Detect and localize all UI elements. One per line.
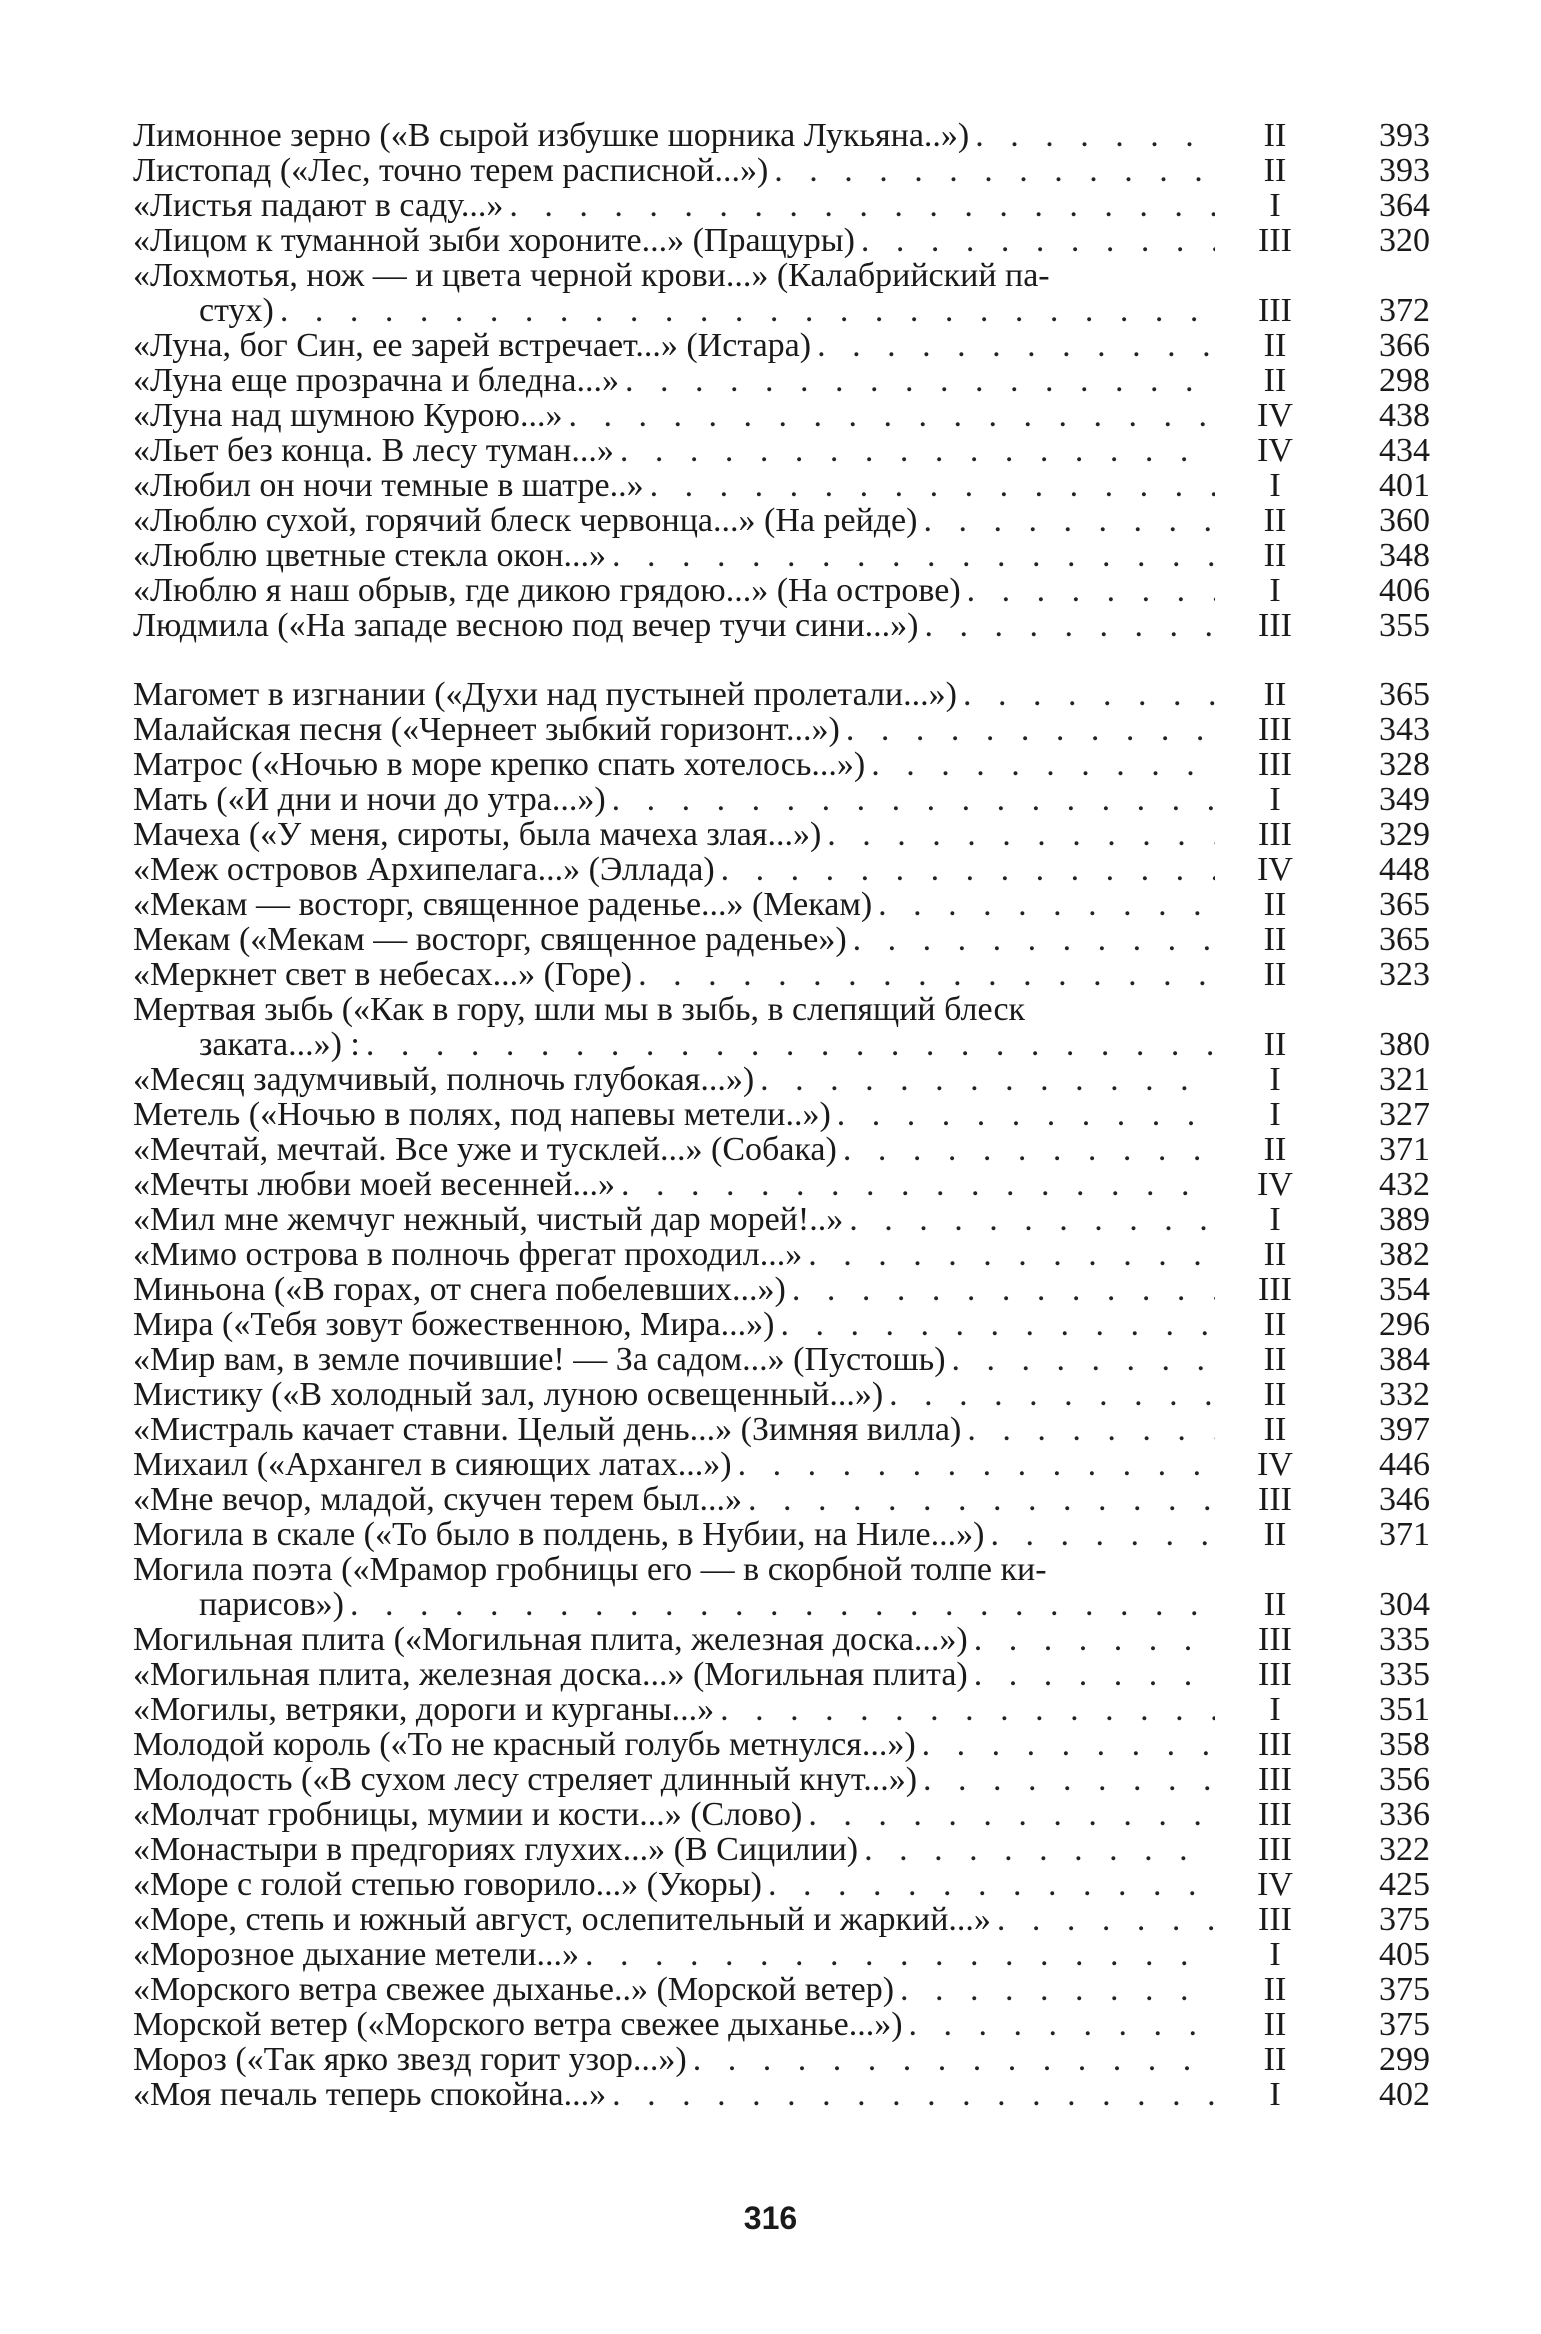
entry-page: 335 (1379, 1656, 1430, 1693)
entry-volume: II (1263, 1411, 1287, 1448)
entry-volume: II (1263, 1341, 1287, 1378)
leader-dots (786, 1272, 1215, 1307)
index-entry (133, 258, 1430, 328)
index-entry (133, 677, 1430, 712)
entry-title: Миньона («В горах, от снега побелевших...») (133, 1272, 786, 1307)
entry-page: 327 (1379, 1096, 1430, 1133)
index-entry (133, 1552, 1430, 1622)
leader-dots (961, 573, 1215, 608)
index-entry (133, 782, 1430, 817)
entry-title: Листопад («Лес, точно терем расписной...») (133, 153, 769, 188)
entry-volume: II (1263, 1131, 1287, 1168)
entry-page: 446 (1379, 1446, 1430, 1483)
leader-dots (606, 782, 1215, 817)
entry-title: «Мекам — восторг, священное раденье...» (Мекам) (133, 887, 873, 922)
entry-page: 389 (1379, 1201, 1430, 1238)
entry-title: «Морского ветра свежее дыханье..» (Морской ветер) (133, 1972, 895, 2007)
entry-title: Матрос («Ночью в море крепко спать хотелось...») (133, 747, 866, 782)
leader-dots (732, 1447, 1215, 1482)
entry-page: 329 (1379, 816, 1430, 853)
entry-title: «Монастыри в предгориях глухих...» (В Сицилии) (133, 1832, 859, 1867)
entry-title: Метель («Ночью в полях, под напевы метели..») (133, 1097, 831, 1132)
entry-volume: II (1263, 152, 1287, 189)
leader-dots (821, 817, 1215, 852)
index-entry (133, 2042, 1430, 2077)
entry-title: Магомет в изгнании («Духи над пустыней пролетали...») (133, 677, 957, 712)
leader-dots (837, 1132, 1215, 1167)
entry-page: 358 (1379, 1726, 1430, 1763)
leader-dots (632, 957, 1215, 992)
leader-dots (855, 223, 1215, 258)
entry-page: 375 (1379, 1901, 1430, 1938)
leader-dots (615, 1167, 1215, 1202)
leader-dots (968, 1657, 1215, 1692)
entry-title-line1: Могила поэта («Мрамор гробницы его — в скорбной толпе ки- (133, 1551, 1047, 1588)
leader-dots (865, 747, 1215, 782)
entry-title: Мистику («В холодный зал, луною освещенный...») (133, 1377, 884, 1412)
entry-title: «Мир вам, в земле почившие! — За садом...» (Пустошь) (133, 1342, 946, 1377)
index-entry (133, 328, 1430, 363)
entry-volume: I (1269, 467, 1281, 504)
entry-volume: III (1258, 1831, 1292, 1868)
entry-volume: III (1258, 607, 1292, 644)
entry-title: «Море с голой степью говорило...» (Укоры) (133, 1867, 762, 1902)
leader-dots (917, 503, 1215, 538)
index-entry (133, 1867, 1430, 1902)
entry-volume: II (1263, 956, 1287, 993)
leader-dots (768, 153, 1215, 188)
entry-title: «Месяц задумчивый, полночь глубокая...») (133, 1062, 755, 1097)
entry-page: 343 (1379, 711, 1430, 748)
page-number: 316 (743, 2200, 798, 2236)
leader-dots (903, 2007, 1215, 2042)
leader-dots (687, 2042, 1215, 2077)
entry-title: «Мистраль качает ставни. Целый день...» (Зимняя вилла) (133, 1412, 962, 1447)
leader-dots (802, 1797, 1215, 1832)
leader-dots (619, 363, 1215, 398)
entry-volume: III (1258, 1621, 1292, 1658)
entry-page: 371 (1379, 1131, 1430, 1168)
index-entry (133, 1797, 1430, 1832)
index-entry (133, 153, 1430, 188)
leader-dots (917, 1762, 1215, 1797)
index-entry (133, 1377, 1430, 1412)
index-entry (133, 1657, 1430, 1692)
entry-title: «Мечты любви моей весенней...» (133, 1167, 616, 1202)
entry-title: «Море, степь и южный август, ослепительный и жаркий...» (133, 1902, 991, 1937)
index-entry (133, 922, 1430, 957)
entry-page: 351 (1379, 1691, 1430, 1728)
leader-dots (503, 188, 1215, 223)
leader-dots (957, 677, 1215, 712)
entry-title: Михаил («Архангел в сияющих латах...») (133, 1447, 732, 1482)
entry-title: Морской ветер («Морского ветра свежее дыханье...») (133, 2007, 903, 2042)
entry-title: «Молчат гробницы, мумии и кости...» (Слово) (133, 1797, 803, 1832)
entry-volume: II (1263, 1376, 1287, 1413)
index-entry (133, 1237, 1430, 1272)
entry-page: 296 (1379, 1306, 1430, 1343)
entry-page: 348 (1379, 537, 1430, 574)
entry-title: Мачеха («У меня, сироты, была мачеха злая...») (133, 817, 822, 852)
leader-dots (969, 118, 1215, 153)
entry-volume: III (1258, 1726, 1292, 1763)
index-entry (133, 817, 1430, 852)
entry-title: «Луна, бог Син, ее зарей встречает...» (Истара) (133, 328, 812, 363)
index-entry (133, 1762, 1430, 1797)
entry-page: 322 (1379, 1831, 1430, 1868)
entry-page: 320 (1379, 222, 1430, 259)
index-entry (133, 2007, 1430, 2042)
entry-volume: IV (1257, 1166, 1293, 1203)
entry-volume: I (1269, 781, 1281, 818)
leader-dots (894, 1972, 1215, 2007)
index-page (133, 118, 1430, 2112)
entry-page: 365 (1379, 921, 1430, 958)
entry-title: «Луна над шумною Курою...» (133, 398, 563, 433)
leader-dots (961, 1412, 1215, 1447)
entry-title: «Люблю я наш обрыв, где дикою грядою...» (На острове) (133, 573, 961, 608)
leader-dots (714, 1692, 1215, 1727)
entry-page: 438 (1379, 397, 1430, 434)
leader-dots (840, 712, 1215, 747)
index-entry (133, 1202, 1430, 1237)
entry-page: 384 (1379, 1341, 1430, 1378)
entry-page: 397 (1379, 1411, 1430, 1448)
entry-page: 365 (1379, 886, 1430, 923)
index-entry (133, 573, 1430, 608)
leader-dots (606, 538, 1215, 573)
entry-volume: III (1258, 222, 1292, 259)
entry-title: «Любил он ночи темные в шатре..» (133, 468, 644, 503)
entry-page: 355 (1379, 607, 1430, 644)
entry-page: 402 (1379, 2076, 1430, 2113)
index-entry (133, 363, 1430, 398)
entry-title-line2: парисов») (199, 1587, 344, 1622)
entry-title: Молодость («В сухом лесу стреляет длинный кнут...») (133, 1762, 918, 1797)
index-entry (133, 1167, 1430, 1202)
leader-dots (946, 1342, 1215, 1377)
entry-title: «Льет без конца. В лесу туман...» (133, 433, 614, 468)
index-entry (133, 503, 1430, 538)
entry-page: 393 (1379, 152, 1430, 189)
index-entry (133, 1062, 1430, 1097)
entry-title: «Меркнет свет в небесах...» (Горе) (133, 957, 633, 992)
entry-title-line2: стух) (199, 293, 274, 328)
entry-page: 393 (1379, 117, 1430, 154)
leader-dots (606, 2077, 1215, 2112)
entry-volume: I (1269, 1061, 1281, 1098)
entry-title: Могила в скале («То было в полдень, в Нубии, на Ниле...») (133, 1517, 985, 1552)
index-entry (133, 1412, 1430, 1447)
entry-page: 366 (1379, 327, 1430, 364)
entry-title: «Мимо острова в полночь фрегат проходил...» (133, 1237, 803, 1272)
entry-volume: II (1263, 362, 1287, 399)
entry-volume: I (1269, 187, 1281, 224)
index-entry (133, 1272, 1430, 1307)
index-entry (133, 1482, 1430, 1517)
entry-volume: III (1258, 816, 1292, 853)
leader-dots (968, 1622, 1215, 1657)
entry-title: Мать («И дни и ночи до утра...») (133, 782, 606, 817)
entry-volume: II (1263, 1026, 1287, 1063)
leader-dots (762, 1867, 1215, 1902)
entry-title: «Мил мне жемчуг нежный, чистый дар морей!..» (133, 1202, 844, 1237)
entry-title: «Моя печаль теперь спокойна...» (133, 2077, 607, 2112)
index-entry (133, 1097, 1430, 1132)
entry-title: Мира («Тебя зовут божественною, Мира...») (133, 1307, 775, 1342)
entry-volume: IV (1257, 1446, 1293, 1483)
index-entry (133, 1902, 1430, 1937)
entry-volume: I (1269, 572, 1281, 609)
entry-volume: III (1258, 1271, 1292, 1308)
entry-volume: III (1258, 1761, 1292, 1798)
entry-page: 380 (1379, 1026, 1430, 1063)
entry-page: 332 (1379, 1376, 1430, 1413)
entry-page: 356 (1379, 1761, 1430, 1798)
index-entry (133, 852, 1430, 887)
leader-dots (754, 1062, 1215, 1097)
leader-dots (872, 887, 1215, 922)
entry-page: 349 (1379, 781, 1430, 818)
leader-dots (360, 1027, 1215, 1062)
entry-page: 298 (1379, 362, 1430, 399)
index-section-l (133, 118, 1430, 643)
entry-title: Людмила («На западе весною под вечер тучи сини...») (133, 608, 919, 643)
entry-page: 371 (1379, 1516, 1430, 1553)
entry-title: «Морозное дыхание метели...» (133, 1937, 580, 1972)
leader-dots (991, 1902, 1215, 1937)
entry-page: 448 (1379, 851, 1430, 888)
index-entry (133, 1692, 1430, 1727)
index-entry (133, 2077, 1430, 2112)
index-entry (133, 188, 1430, 223)
entry-volume: II (1263, 502, 1287, 539)
entry-page: 375 (1379, 2006, 1430, 2043)
index-entry (133, 1447, 1430, 1482)
index-entry (133, 118, 1430, 153)
leader-dots (802, 1237, 1215, 1272)
entry-volume: I (1269, 1096, 1281, 1133)
entry-volume: IV (1257, 397, 1293, 434)
entry-title: «Мне вечор, младой, скучен терем был...» (133, 1482, 742, 1517)
entry-title: Мороз («Так ярко звезд горит узор...») (133, 2042, 687, 2077)
entry-page: 321 (1379, 1061, 1430, 1098)
index-entry (133, 957, 1430, 992)
entry-title: Могильная плита («Могильная плита, железная доска...») (133, 1622, 968, 1657)
entry-volume: III (1258, 711, 1292, 748)
entry-page: 354 (1379, 1271, 1430, 1308)
leader-dots (614, 433, 1215, 468)
entry-volume: II (1263, 886, 1287, 923)
entry-volume: I (1269, 1201, 1281, 1238)
entry-title-line1: Мертвая зыбь («Как в гору, шли мы в зыбь, в слепящий блеск (133, 991, 1026, 1028)
leader-dots (774, 1307, 1215, 1342)
entry-page: 406 (1379, 572, 1430, 609)
entry-volume: III (1258, 746, 1292, 783)
index-entry (133, 992, 1430, 1062)
entry-volume: II (1263, 2041, 1287, 2078)
entry-volume: II (1263, 2006, 1287, 2043)
index-entry (133, 712, 1430, 747)
entry-page: 425 (1379, 1866, 1430, 1903)
entry-volume: IV (1257, 432, 1293, 469)
index-entry (133, 1342, 1430, 1377)
entry-page: 304 (1379, 1586, 1430, 1623)
entry-page: 336 (1379, 1796, 1430, 1833)
entry-volume: IV (1257, 1866, 1293, 1903)
entry-page: 375 (1379, 1971, 1430, 2008)
entry-page: 405 (1379, 1936, 1430, 1973)
entry-volume: III (1258, 292, 1292, 329)
entry-volume: II (1263, 117, 1287, 154)
index-entry (133, 468, 1430, 503)
leader-dots (742, 1482, 1215, 1517)
entry-title: «Лицом к туманной зыби хороните...» (Пращуры) (133, 223, 855, 258)
entry-page: 323 (1379, 956, 1430, 993)
leader-dots (843, 1202, 1215, 1237)
entry-volume: II (1263, 1236, 1287, 1273)
leader-dots (644, 468, 1215, 503)
index-entry (133, 1937, 1430, 1972)
entry-volume: I (1269, 1691, 1281, 1728)
entry-title: Мекам («Мекам — восторг, священное раденье») (133, 922, 847, 957)
entry-title: «Могильная плита, железная доска...» (Могильная плита) (133, 1657, 968, 1692)
leader-dots (919, 608, 1215, 643)
index-entry (133, 1832, 1430, 1867)
entry-page: 365 (1379, 676, 1430, 713)
entry-volume: IV (1257, 851, 1293, 888)
entry-title-line1: «Лохмотья, нож — и цвета черной крови...» (Калабрийский па- (133, 257, 1050, 294)
index-entry (133, 223, 1430, 258)
leader-dots (344, 1587, 1215, 1622)
leader-dots (715, 852, 1215, 887)
index-entry (133, 433, 1430, 468)
entry-volume: II (1263, 1586, 1287, 1623)
index-entry (133, 887, 1430, 922)
index-section-m (133, 677, 1430, 2112)
entry-page: 328 (1379, 746, 1430, 783)
entry-title: «Люблю сухой, горячий блеск червонца...» (На рейде) (133, 503, 918, 538)
entry-page: 364 (1379, 187, 1430, 224)
leader-dots (916, 1727, 1215, 1762)
entry-page: 372 (1379, 292, 1430, 329)
leader-dots (579, 1937, 1215, 1972)
entry-volume: I (1269, 1936, 1281, 1973)
entry-page: 299 (1379, 2041, 1430, 2078)
entry-page: 432 (1379, 1166, 1430, 1203)
entry-volume: III (1258, 1901, 1292, 1938)
entry-title: Малайская песня («Чернеет зыбкий горизонт...») (133, 712, 840, 747)
entry-volume: III (1258, 1796, 1292, 1833)
entry-volume: II (1263, 1971, 1287, 2008)
index-entry (133, 538, 1430, 573)
entry-page: 382 (1379, 1236, 1430, 1273)
entry-volume: II (1263, 921, 1287, 958)
leader-dots (984, 1517, 1215, 1552)
entry-title: Молодой король («То не красный голубь метнулся...») (133, 1727, 916, 1762)
entry-title: «Листья падают в саду...» (133, 188, 504, 223)
entry-title: «Меж островов Архипелага...» (Эллада) (133, 852, 715, 887)
entry-title: Лимонное зерно («В сырой избушке шорника Лукьяна..») (133, 118, 970, 153)
entry-volume: III (1258, 1481, 1292, 1518)
leader-dots (811, 328, 1215, 363)
index-entry (133, 1517, 1430, 1552)
index-entry (133, 747, 1430, 782)
entry-volume: II (1263, 1516, 1287, 1553)
entry-page: 401 (1379, 467, 1430, 504)
leader-dots (847, 922, 1215, 957)
leader-dots (883, 1377, 1215, 1412)
entry-page: 360 (1379, 502, 1430, 539)
entry-title: «Могилы, ветряки, дороги и курганы...» (133, 1692, 715, 1727)
entry-page: 335 (1379, 1621, 1430, 1658)
entry-title: «Мечтай, мечтай. Все уже и тусклей...» (Собака) (133, 1132, 837, 1167)
entry-title: «Люблю цветные стекла окон...» (133, 538, 607, 573)
index-entry (133, 608, 1430, 643)
entry-title: «Луна еще прозрачна и бледна...» (133, 363, 619, 398)
entry-page: 434 (1379, 432, 1430, 469)
entry-volume: II (1263, 537, 1287, 574)
leader-dots (274, 293, 1215, 328)
leader-dots (562, 398, 1215, 433)
entry-volume: I (1269, 2076, 1281, 2113)
entry-volume: III (1258, 1656, 1292, 1693)
index-entry (133, 1972, 1430, 2007)
entry-volume: II (1263, 327, 1287, 364)
entry-volume: II (1263, 676, 1287, 713)
index-entry (133, 1132, 1430, 1167)
leader-dots (831, 1097, 1215, 1132)
index-entry (133, 398, 1430, 433)
index-entry (133, 1307, 1430, 1342)
entry-page: 346 (1379, 1481, 1430, 1518)
index-entry (133, 1727, 1430, 1762)
leader-dots (858, 1832, 1215, 1867)
entry-volume: II (1263, 1306, 1287, 1343)
entry-title-line2: заката...») : (199, 1027, 360, 1062)
index-entry (133, 1622, 1430, 1657)
